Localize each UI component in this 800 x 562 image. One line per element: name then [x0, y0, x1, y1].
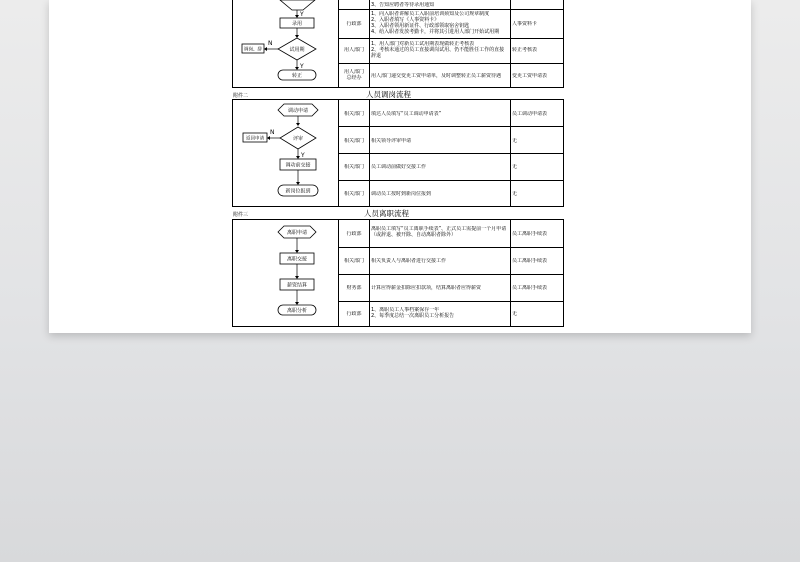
- transfer-apply-step: 调动申请: [287, 108, 309, 114]
- section-title: 人员调岗流程: [366, 90, 411, 99]
- annex-label: 附件三: [233, 212, 249, 218]
- svg-text:Y: Y: [301, 152, 305, 159]
- table-row: 3、告知应聘者等待录用通知: [371, 2, 435, 8]
- desc-cell: 离职员工填写“员工离职手续表”、正式员工需提前一个月申请 （或辞退、被开除、自动离职者除外）: [371, 226, 507, 238]
- hire-step: 录用: [291, 21, 303, 27]
- onboarding-flowchart: [233, 0, 338, 88]
- dept-cell: 行政部: [346, 231, 362, 237]
- annex-label: 附件二: [233, 93, 249, 99]
- dept-cell: 用人部门 总经办: [343, 69, 364, 81]
- svg-text:N: N: [270, 129, 275, 136]
- desc-cell: 相关负责人与离职者进行交接工作: [371, 258, 447, 264]
- form-cell: 变更工资申请表: [512, 73, 548, 79]
- svg-text:Y: Y: [300, 63, 304, 70]
- report-step: 新岗位报到: [285, 188, 311, 195]
- section-title: 人员离职流程: [364, 209, 409, 218]
- form-cell: 员工离职手续表: [512, 285, 548, 291]
- dept-cell: 相关部门: [343, 164, 364, 170]
- desc-cell: 填达人员填写“员工调动申请表”: [371, 111, 442, 117]
- return-step: 返回申请: [246, 136, 264, 142]
- dept-cell: 财务部: [346, 285, 362, 291]
- resignation-flowchart: [233, 219, 338, 327]
- dept-cell: 相关部门: [343, 138, 364, 144]
- review-decision: 评审: [292, 136, 304, 142]
- settle-step: 薪资结算: [286, 282, 308, 289]
- desc-cell: 1、离职员工人事档案保存一年 2、每季度总结一次离职员工分析报告: [371, 307, 455, 319]
- desc-cell: 用人部门递交变更工资申请单，及时调整转正员工薪资待遇: [371, 73, 502, 79]
- desc-cell: 1、向入职者讲解员工入职前培训须知及公司规章制度 2、入职者填写《人事资料卡》 3、入职者领用新证件、行政部领取宿舍钥匙 4、给入职者发放考勤卡，并将其引进用人部门开始试用期: [371, 11, 500, 35]
- resign-handover-step: 离职交接: [286, 256, 308, 263]
- desc-cell: 调动员工按时到新岗位报到: [371, 191, 432, 197]
- form-cell: 人事资料卡: [512, 21, 538, 27]
- dept-cell: 行政部: [346, 311, 362, 317]
- dept-cell: 相关部门: [343, 111, 364, 117]
- form-cell: 员工离职手续表: [512, 258, 548, 264]
- analysis-step: 离职分析: [286, 308, 308, 314]
- desc-cell: 计算应得薪金扣除应扣款项，结算离职者应得薪资: [371, 285, 482, 291]
- dept-cell: 用人部门: [343, 47, 364, 53]
- form-cell: 员工调动申请表: [512, 111, 548, 117]
- resign-apply-step: 离职申请: [286, 230, 308, 236]
- form-cell: 无: [512, 164, 518, 170]
- regular-step: 转正: [291, 73, 303, 79]
- form-cell: 员工离职手续表: [512, 231, 548, 237]
- dept-cell: 相关部门: [343, 258, 364, 264]
- form-cell: 转正考核表: [512, 47, 538, 53]
- transfer-flowchart: [233, 99, 338, 207]
- form-cell: 无: [512, 311, 518, 317]
- desc-cell: 相关领导评审申请: [371, 138, 412, 144]
- form-cell: 无: [512, 138, 518, 144]
- probation-decision: 试用期: [289, 47, 305, 53]
- dept-cell: 行政部: [346, 21, 362, 27]
- handover-step: 调动前交接: [285, 162, 311, 169]
- svg-text:N: N: [268, 40, 273, 47]
- svg-text:Y: Y: [300, 11, 304, 18]
- desc-cell: 1、用人部门对新员工试用期表现做转正考核表 2、考核未通过的员工直接调岗试用、仍不能胜任工作的直接 辞退: [371, 41, 505, 59]
- dept-cell: 相关部门: [343, 191, 364, 197]
- transfer-step: 调岗、辞: [244, 47, 262, 53]
- desc-cell: 员工调动前做好交接工作: [371, 164, 427, 170]
- form-cell: 无: [512, 191, 518, 197]
